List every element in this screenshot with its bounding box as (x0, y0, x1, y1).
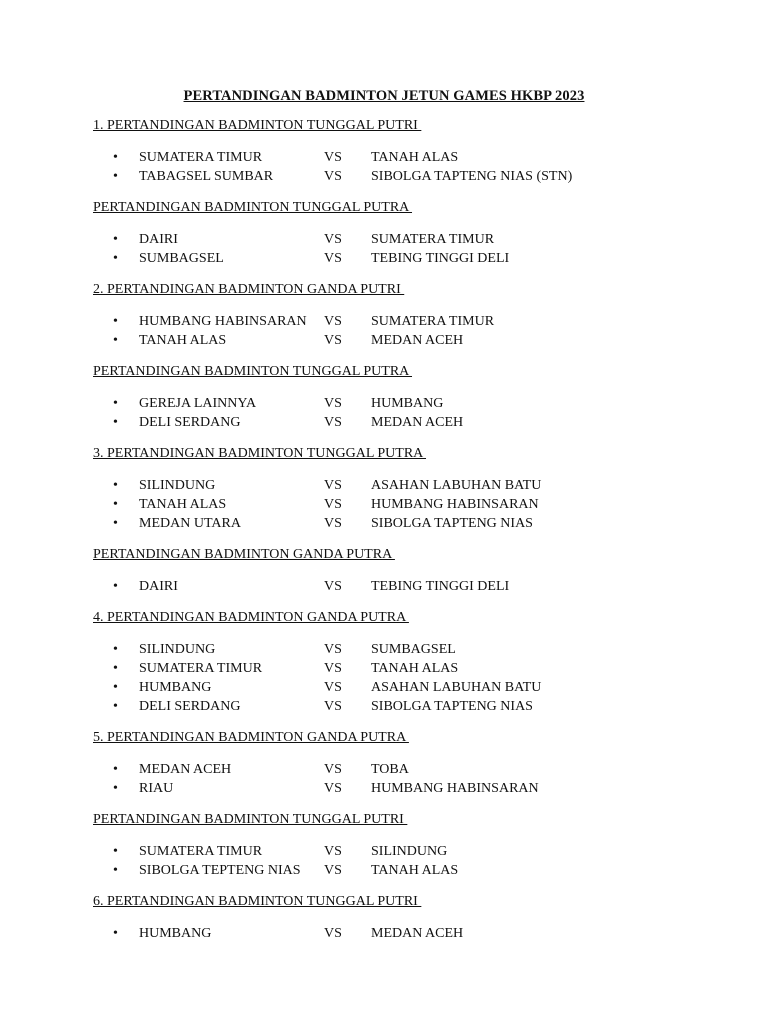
schedule-section (93, 893, 713, 943)
team-b: SUMBAGSEL (371, 642, 456, 657)
section-heading: PERTANDINGAN BADMINTON TUNGGAL PUTRA (93, 200, 413, 215)
versus-label: VS (324, 642, 342, 657)
match-row (93, 861, 713, 880)
versus-label: VS (324, 516, 342, 531)
bullet-icon: • (113, 478, 118, 493)
versus-label: VS (324, 251, 342, 266)
versus-label: VS (324, 781, 342, 796)
bullet-icon: • (113, 661, 118, 676)
document-title: PERTANDINGAN BADMINTON JETUN GAMES HKBP 2023 (183, 88, 585, 104)
team-a: TANAH ALAS (139, 333, 227, 348)
match-schedule (93, 117, 713, 943)
versus-label: VS (324, 333, 342, 348)
section-heading: 3. PERTANDINGAN BADMINTON TUNGGAL PUTRA (93, 446, 427, 461)
team-a: TABAGSEL SUMBAR (139, 169, 274, 184)
team-b: TEBING TINGGI DELI (371, 579, 510, 594)
match-row (93, 659, 713, 678)
schedule-section (93, 609, 713, 716)
match-row (93, 760, 713, 779)
match-row (93, 230, 713, 249)
team-b: MEDAN ACEH (371, 926, 464, 941)
bullet-icon: • (113, 844, 118, 859)
team-a: MEDAN UTARA (139, 516, 241, 531)
versus-label: VS (324, 415, 342, 430)
team-b: ASAHAN LABUHAN BATU (371, 478, 542, 493)
versus-label: VS (324, 150, 342, 165)
bullet-icon: • (113, 396, 118, 411)
team-a: SIBOLGA TEPTENG NIAS (139, 863, 301, 878)
team-b: MEDAN ACEH (371, 333, 464, 348)
team-a: DAIRI (139, 579, 178, 594)
bullet-icon: • (113, 781, 118, 796)
team-b: TANAH ALAS (371, 661, 459, 676)
match-row (93, 640, 713, 659)
team-b: SIBOLGA TAPTENG NIAS (STN) (371, 169, 573, 184)
match-row (93, 476, 713, 495)
section-heading: PERTANDINGAN BADMINTON GANDA PUTRA (93, 547, 395, 562)
versus-label: VS (324, 863, 342, 878)
section-heading: PERTANDINGAN BADMINTON TUNGGAL PUTRI (93, 812, 408, 827)
bullet-icon: • (113, 926, 118, 941)
bullet-icon: • (113, 497, 118, 512)
versus-label: VS (324, 497, 342, 512)
match-row (93, 842, 713, 861)
section-heading: PERTANDINGAN BADMINTON TUNGGAL PUTRA (93, 364, 413, 379)
team-b: MEDAN ACEH (371, 415, 464, 430)
team-b: HUMBANG (371, 396, 444, 411)
section-heading: 4. PERTANDINGAN BADMINTON GANDA PUTRA (93, 610, 409, 625)
team-a: HUMBANG (139, 680, 212, 695)
match-row (93, 167, 713, 186)
team-b: SIBOLGA TAPTENG NIAS (371, 699, 533, 714)
team-a: GEREJA LAINNYA (139, 396, 257, 411)
bullet-icon: • (113, 150, 118, 165)
team-b: SUMATERA TIMUR (371, 232, 495, 247)
match-row (93, 148, 713, 167)
versus-label: VS (324, 232, 342, 247)
team-b: TANAH ALAS (371, 863, 459, 878)
schedule-section (93, 546, 713, 596)
bullet-icon: • (113, 169, 118, 184)
versus-label: VS (324, 478, 342, 493)
team-b: TEBING TINGGI DELI (371, 251, 510, 266)
team-a: HUMBANG HABINSARAN (139, 314, 307, 329)
team-b: HUMBANG HABINSARAN (371, 781, 539, 796)
match-row (93, 249, 713, 268)
match-row (93, 495, 713, 514)
team-a: SILINDUNG (139, 642, 216, 657)
team-a: SUMBAGSEL (139, 251, 224, 266)
team-b: SUMATERA TIMUR (371, 314, 495, 329)
versus-label: VS (324, 396, 342, 411)
team-a: DAIRI (139, 232, 178, 247)
section-heading: 6. PERTANDINGAN BADMINTON TUNGGAL PUTRI (93, 894, 422, 909)
versus-label: VS (324, 169, 342, 184)
schedule-section (93, 199, 713, 268)
match-row (93, 779, 713, 798)
schedule-section (93, 363, 713, 432)
match-row (93, 312, 713, 331)
versus-label: VS (324, 762, 342, 777)
match-row (93, 678, 713, 697)
team-a: SILINDUNG (139, 478, 216, 493)
match-row (93, 577, 713, 596)
bullet-icon: • (113, 680, 118, 695)
bullet-icon: • (113, 642, 118, 657)
team-b: HUMBANG HABINSARAN (371, 497, 539, 512)
team-b: TANAH ALAS (371, 150, 459, 165)
team-a: DELI SERDANG (139, 415, 241, 430)
bullet-icon: • (113, 314, 118, 329)
bullet-icon: • (113, 699, 118, 714)
versus-label: VS (324, 699, 342, 714)
bullet-icon: • (113, 333, 118, 348)
versus-label: VS (324, 661, 342, 676)
section-heading: 1. PERTANDINGAN BADMINTON TUNGGAL PUTRI (93, 118, 422, 133)
team-a: TANAH ALAS (139, 497, 227, 512)
team-a: DELI SERDANG (139, 699, 241, 714)
section-heading: 2. PERTANDINGAN BADMINTON GANDA PUTRI (93, 282, 405, 297)
team-a: HUMBANG (139, 926, 212, 941)
match-row (93, 924, 713, 943)
versus-label: VS (324, 680, 342, 695)
team-b: TOBA (371, 762, 409, 777)
team-a: RIAU (139, 781, 174, 796)
versus-label: VS (324, 314, 342, 329)
section-heading: 5. PERTANDINGAN BADMINTON GANDA PUTRA (93, 730, 409, 745)
bullet-icon: • (113, 251, 118, 266)
team-a: SUMATERA TIMUR (139, 661, 263, 676)
schedule-section (93, 281, 713, 350)
bullet-icon: • (113, 516, 118, 531)
match-row (93, 394, 713, 413)
team-b: SIBOLGA TAPTENG NIAS (371, 516, 533, 531)
team-a: SUMATERA TIMUR (139, 150, 263, 165)
match-row (93, 514, 713, 533)
versus-label: VS (324, 926, 342, 941)
versus-label: VS (324, 579, 342, 594)
match-row (93, 697, 713, 716)
team-b: SILINDUNG (371, 844, 448, 859)
bullet-icon: • (113, 415, 118, 430)
match-row (93, 413, 713, 432)
versus-label: VS (324, 844, 342, 859)
schedule-section (93, 117, 713, 186)
match-row (93, 331, 713, 350)
team-b: ASAHAN LABUHAN BATU (371, 680, 542, 695)
bullet-icon: • (113, 762, 118, 777)
schedule-section (93, 811, 713, 880)
schedule-section (93, 445, 713, 533)
bullet-icon: • (113, 232, 118, 247)
bullet-icon: • (113, 579, 118, 594)
bullet-icon: • (113, 863, 118, 878)
schedule-section (93, 729, 713, 798)
team-a: MEDAN ACEH (139, 762, 232, 777)
team-a: SUMATERA TIMUR (139, 844, 263, 859)
